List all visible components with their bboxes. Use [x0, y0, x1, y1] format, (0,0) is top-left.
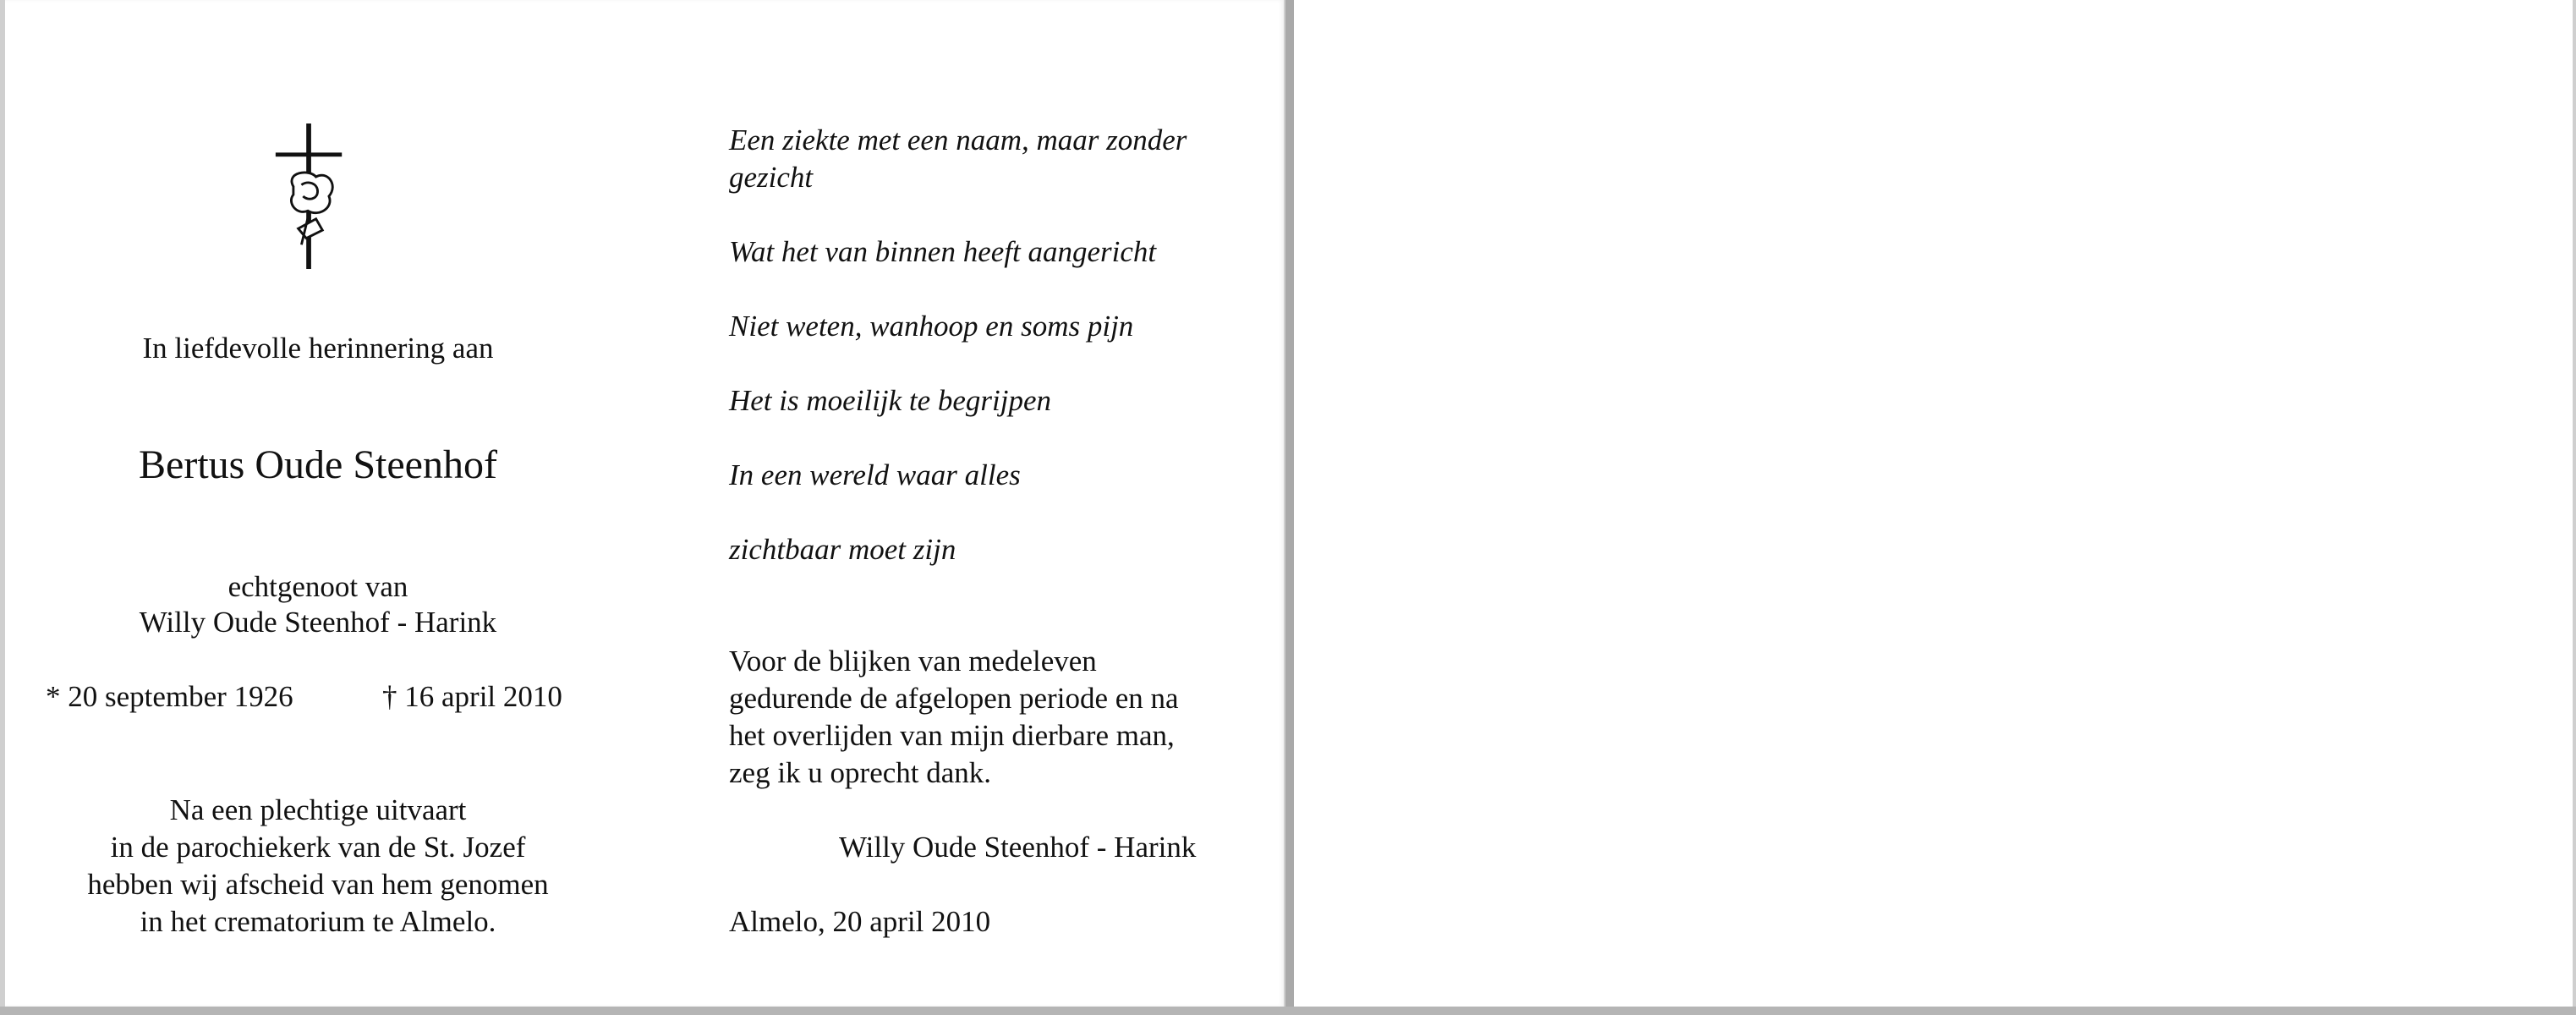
deceased-name: Bertus Oude Steenhof	[139, 442, 497, 487]
spouse-name: Willy Oude Steenhof - Harink	[139, 606, 497, 639]
scan-edge	[0, 1007, 2576, 1015]
memorial-card-cover	[1294, 0, 2573, 1007]
poem-line-6: In een wereld waar alles	[729, 458, 1021, 491]
memorial-card-inner	[5, 0, 1284, 1007]
place-date: Almelo, 20 april 2010	[729, 905, 991, 938]
poem-line-2: gezicht	[729, 161, 814, 194]
poem-line-7: zichtbaar moet zijn	[729, 533, 956, 566]
thanks-line-1: Voor de blijken van medeleven	[729, 645, 1097, 678]
funeral-line-3: hebben wij afscheid van hem genomen	[87, 868, 549, 901]
funeral-line-1: Na een plechtige uitvaart	[169, 793, 467, 826]
death-date: † 16 april 2010	[382, 680, 562, 713]
funeral-line-4: in het crematorium te Almelo.	[140, 905, 496, 938]
spouse-label: echtgenoot van	[227, 570, 408, 603]
thanks-line-3: het overlijden van mijn dierbare man,	[729, 719, 1175, 752]
card-fold	[1285, 0, 1294, 1015]
poem-line-5: Het is moeilijk te begrijpen	[729, 384, 1052, 417]
signature: Willy Oude Steenhof - Harink	[839, 831, 1197, 864]
cross-with-rose-icon	[269, 123, 350, 269]
poem-line-1: Een ziekte met een naam, maar zonder	[729, 123, 1187, 156]
thanks-line-4: zeg ik u oprecht dank.	[729, 756, 992, 789]
funeral-line-2: in de parochiekerk van de St. Jozef	[110, 831, 526, 864]
thanks-line-2: gedurende de afgelopen periode en na	[729, 682, 1179, 715]
poem-line-4: Niet weten, wanhoop en soms pijn	[729, 310, 1134, 343]
birth-date: * 20 september 1926	[46, 680, 293, 713]
poem-line-3: Wat het van binnen heeft aangericht	[729, 235, 1157, 268]
intro-text: In liefdevolle herinnering aan	[142, 332, 494, 365]
